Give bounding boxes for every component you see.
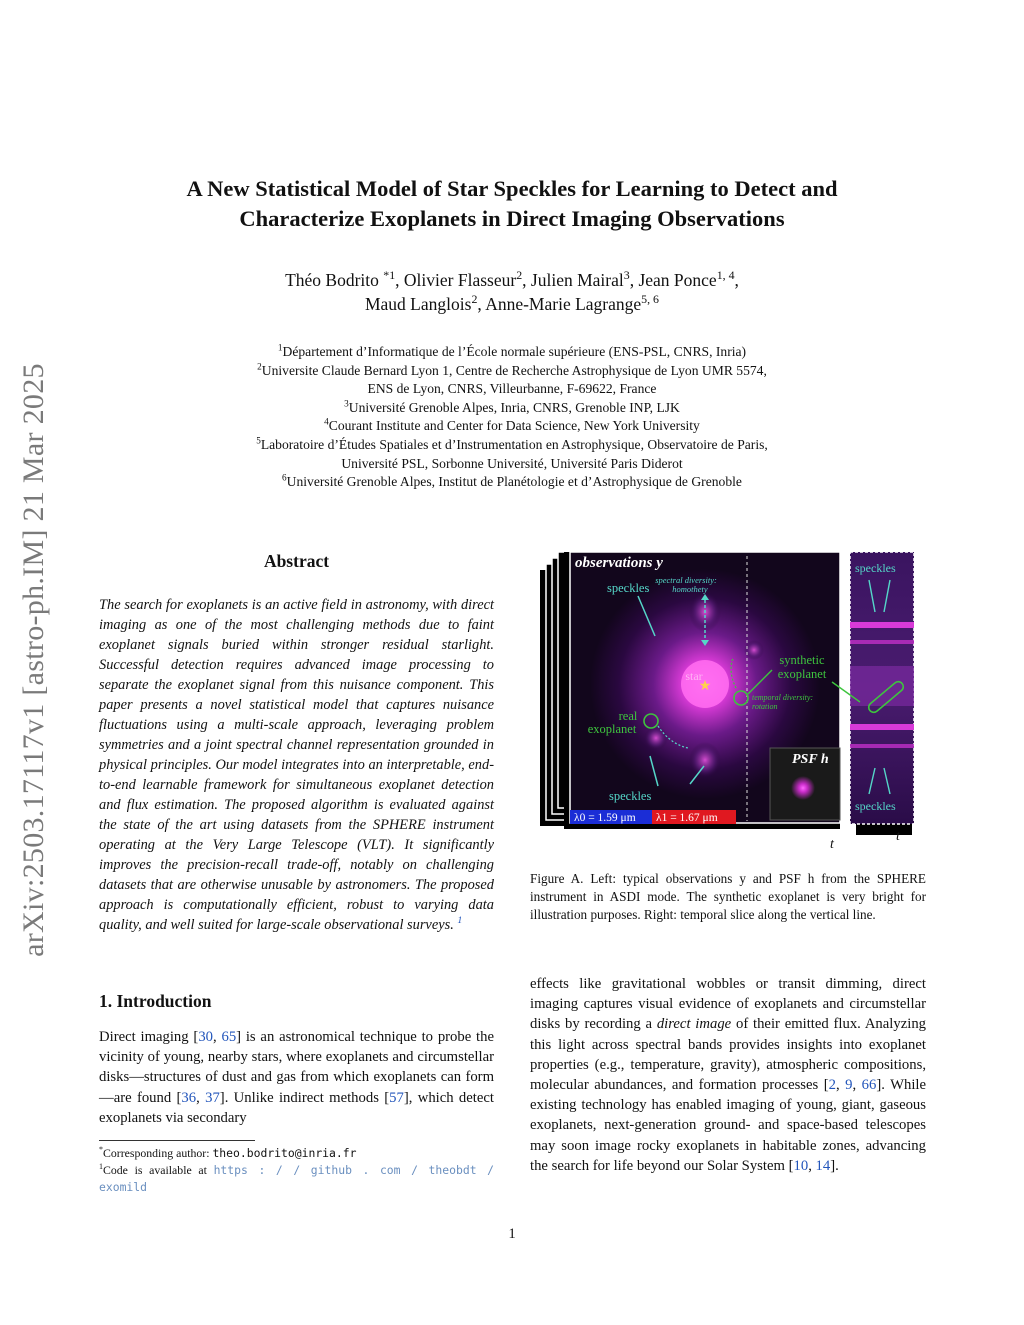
author-affil-mark: 3: [623, 268, 630, 283]
psf-label: PSF h: [792, 752, 829, 767]
author-list: [150, 268, 874, 316]
citation-link[interactable]: 66: [861, 1077, 877, 1094]
affiliation-line: [150, 436, 874, 455]
footnote-rule: [99, 1140, 255, 1141]
affiliation-line: [150, 399, 874, 418]
spectral-note: spectral diversity:: [655, 575, 717, 585]
abstract-footnote-mark[interactable]: 1: [457, 915, 463, 927]
affil-text: Université Grenoble Alpes, Institut de Planétologie et d’Astrophysique de Grenoble: [286, 474, 742, 490]
citation-link[interactable]: 37: [205, 1089, 220, 1106]
slice-band: [850, 622, 914, 628]
real-label: real: [618, 709, 638, 723]
star-label: star: [685, 669, 703, 683]
slice-speckles-top: speckles: [855, 561, 896, 575]
figure-a: [540, 548, 932, 850]
author-separator: ,: [629, 270, 639, 290]
speckles-label-top: speckles: [607, 581, 650, 595]
affiliation-line: [150, 417, 874, 436]
intro-paragraph-continued: [530, 974, 926, 1176]
paper-title: [150, 174, 874, 234]
author-affil-mark: 5, 6: [641, 292, 659, 307]
section-heading-introduction: 1. Introduction: [99, 991, 212, 1011]
slice-band: [850, 666, 914, 706]
synthetic-label: synthetic: [779, 653, 825, 667]
author-line-2: [150, 292, 874, 316]
star-icon: ★: [698, 679, 712, 694]
speckle-blob: [689, 742, 721, 778]
text-run: ]. While existing technology has enabled imaging of young, giant, gaseous exoplanets, next-generation ground- and space-based telescopes may soon image rocky exoplanets in habitable zones, advancing the search for life beyond our Solar System [: [530, 1077, 927, 1174]
code-url-link-cont[interactable]: exomild: [99, 1180, 148, 1194]
emphasis: direct image: [656, 1016, 732, 1033]
temporal-note: rotation: [752, 702, 778, 711]
footnote-corresponding: [99, 1145, 494, 1162]
abstract-body: [99, 595, 494, 935]
affiliation-line: [150, 343, 874, 362]
slice-speckles-bottom: speckles: [855, 799, 896, 813]
footnote-mark: *: [99, 1145, 104, 1155]
arxiv-identifier: arXiv:2503.17117v1 [astro-ph.IM] 21 Mar 2025: [17, 363, 50, 957]
footnotes: [99, 1145, 494, 1196]
affiliation-line: [150, 455, 874, 474]
text-run: ,: [852, 1077, 862, 1094]
author-name: Théo Bodrito: [285, 270, 384, 290]
author-name: Anne-Marie Lagrange: [485, 294, 642, 314]
abstract-heading: Abstract: [263, 551, 330, 571]
t-axis-label-slice: t: [896, 829, 900, 844]
affil-mark: 5: [256, 435, 261, 446]
figure-caption: Figure A. Left: typical observations y and PSF h from the SPHERE instrument in ASDI mode. The synthetic exoplanet is very bright for illustration purposes. Right: temporal slice along the vertical line.: [530, 871, 926, 922]
affil-mark: 2: [257, 361, 262, 372]
text-run: ].: [830, 1157, 839, 1174]
affil-text: Département d’Informatique de l’École normale supérieure (ENS-PSL, CNRS, Inria): [282, 344, 747, 359]
affil-text: Université Grenoble Alpes, Inria, CNRS, Grenoble INP, LJK: [348, 399, 680, 415]
text-run: effects like gravitational wobbles or transit dimming, direct imaging captures visual evidence of exoplanets and circumstellar disks by recording a: [530, 976, 926, 1033]
affil-mark: 3: [344, 398, 349, 409]
author-separator: ,: [395, 270, 404, 290]
author-name: Jean Ponce: [638, 270, 717, 290]
observations-label: observations y: [575, 555, 663, 571]
citation-link[interactable]: 14: [815, 1157, 831, 1174]
synthetic-label: exoplanet: [777, 667, 827, 681]
affiliation-list: [150, 343, 874, 492]
footnote-code-cont: [99, 1179, 494, 1196]
affil-text: ENS de Lyon, CNRS, Villeurbanne, F-69622, France: [367, 381, 657, 397]
affil-mark: 6: [282, 472, 287, 483]
text-run: ,: [196, 1089, 206, 1106]
affiliation-line: [150, 362, 874, 381]
citation-link[interactable]: 2: [828, 1077, 836, 1094]
psf-spot: [791, 776, 815, 800]
citation-link[interactable]: 10: [793, 1157, 809, 1174]
text-run: ], which detect exoplanets via secondary: [99, 1089, 494, 1126]
t-axis-label: t: [830, 837, 834, 850]
author-separator: ,: [734, 270, 739, 290]
affil-mark: 4: [324, 416, 329, 427]
text-run: ]. Unlike indirect methods [: [219, 1089, 390, 1106]
citation-link[interactable]: 36: [181, 1089, 197, 1106]
footnote-code: [99, 1162, 494, 1179]
spectral-note: homothety: [672, 584, 708, 594]
intro-paragraph: [99, 1027, 494, 1128]
text-run: ] is an astronomical technique to probe the vicinity of young, nearby stars, where exoplanets and circumstellar disks—structures of dust and gas from which exoplanets can form—are found [: [99, 1029, 494, 1106]
page-number: 1: [508, 1226, 516, 1242]
title-line-1: A New Statistical Model of Star Speckles for Learning to Detect and: [186, 176, 838, 201]
lambda0-label: λ0 = 1.59 μm: [574, 812, 636, 824]
real-label: exoplanet: [587, 722, 637, 736]
affiliation-line: [150, 473, 874, 492]
figure-a-graphic: [540, 548, 932, 850]
footnote-mark: 1: [99, 1162, 104, 1172]
citation-link[interactable]: 9: [845, 1077, 853, 1094]
slice-band: [850, 724, 914, 730]
affil-text: Laboratoire d’Études Spatiales et d’Instrumentation en Astrophysique, Observatoire de Paris,: [260, 436, 768, 452]
affiliation-line: [150, 380, 874, 399]
lambda1-label: λ1 = 1.67 μm: [656, 812, 718, 824]
footnote-label: Code is available at: [103, 1163, 214, 1177]
author-name: Maud Langlois: [364, 294, 472, 314]
slice-band: [850, 640, 914, 644]
author-affil-mark: 1, 4: [716, 268, 735, 283]
author-name: Julien Mairal: [530, 270, 624, 290]
affil-text: Courant Institute and Center for Data Science, New York University: [328, 418, 700, 434]
text-run: ,: [808, 1157, 816, 1174]
affil-text: Université PSL, Sorbonne Université, Université Paris Diderot: [341, 455, 683, 471]
temporal-note: temporal diversity:: [752, 693, 814, 702]
text-run: Direct imaging [: [99, 1029, 199, 1045]
author-line-1: [150, 268, 874, 292]
text-run: of their emitted flux. Analyzing this light across spectral bands provides insights into exoplanet properties (e.g., temperature, gravity), atmospheric compositions, molecular abundances, and formation processes [: [530, 1016, 927, 1094]
citation-link[interactable]: 57: [389, 1089, 404, 1106]
speckle-blob: [644, 726, 668, 750]
code-url-link[interactable]: https : / / github . com / theobdt /: [213, 1163, 494, 1177]
author-email[interactable]: theo.bodrito@inria.fr: [212, 1146, 357, 1160]
title-line-2: Characterize Exoplanets in Direct Imaging Observations: [239, 206, 785, 231]
speckles-label-bottom: speckles: [609, 789, 652, 803]
author-affil-mark: *1: [383, 268, 396, 283]
citation-link[interactable]: 30: [198, 1029, 213, 1045]
author-separator: ,: [522, 270, 531, 290]
affil-mark: 1: [277, 342, 283, 353]
author-separator: ,: [477, 294, 486, 314]
footnote-label: Corresponding author:: [103, 1146, 213, 1160]
author-affil-mark: 2: [516, 268, 523, 283]
affil-text: Universite Claude Bernard Lyon 1, Centre de Recherche Astrophysique de Lyon UMR 5574,: [261, 362, 767, 378]
author-affil-mark: 2: [471, 292, 478, 307]
author-name: Olivier Flasseur: [403, 270, 517, 290]
text-run: ,: [213, 1029, 222, 1045]
slice-band: [850, 744, 914, 748]
abstract-text: The search for exoplanets is an active field in astronomy, with direct imaging as one of the most challenging methods due to faint exoplanet signals buried within stronger residual starlight. Successful detection requires advanced image processing to separate the exoplanet signal from this nuisance component. This paper presents a novel statistical model that captures nuisance fluctuations using a multi-scale approach, leveraging problem symmetries and a joint spectral channel representation grounded in physical principles. Our model integrates into an interpretable, end-to-end learnable framework for simultaneous exoplanet detection and flux estimation. The proposed algorithm is evaluated against the state of the art using datasets from the SPHERE instrument operating at the Very Large Telescope (VLT). It significantly improves the precision-recall trade-off, notably on challenging datasets that are otherwise unusable by astronomers. The proposed approach is computationally efficient, robust to varying data quality, and well suited for large-scale observational surveys.: [99, 597, 494, 933]
citation-link[interactable]: 65: [221, 1029, 237, 1045]
text-run: ,: [835, 1077, 846, 1094]
